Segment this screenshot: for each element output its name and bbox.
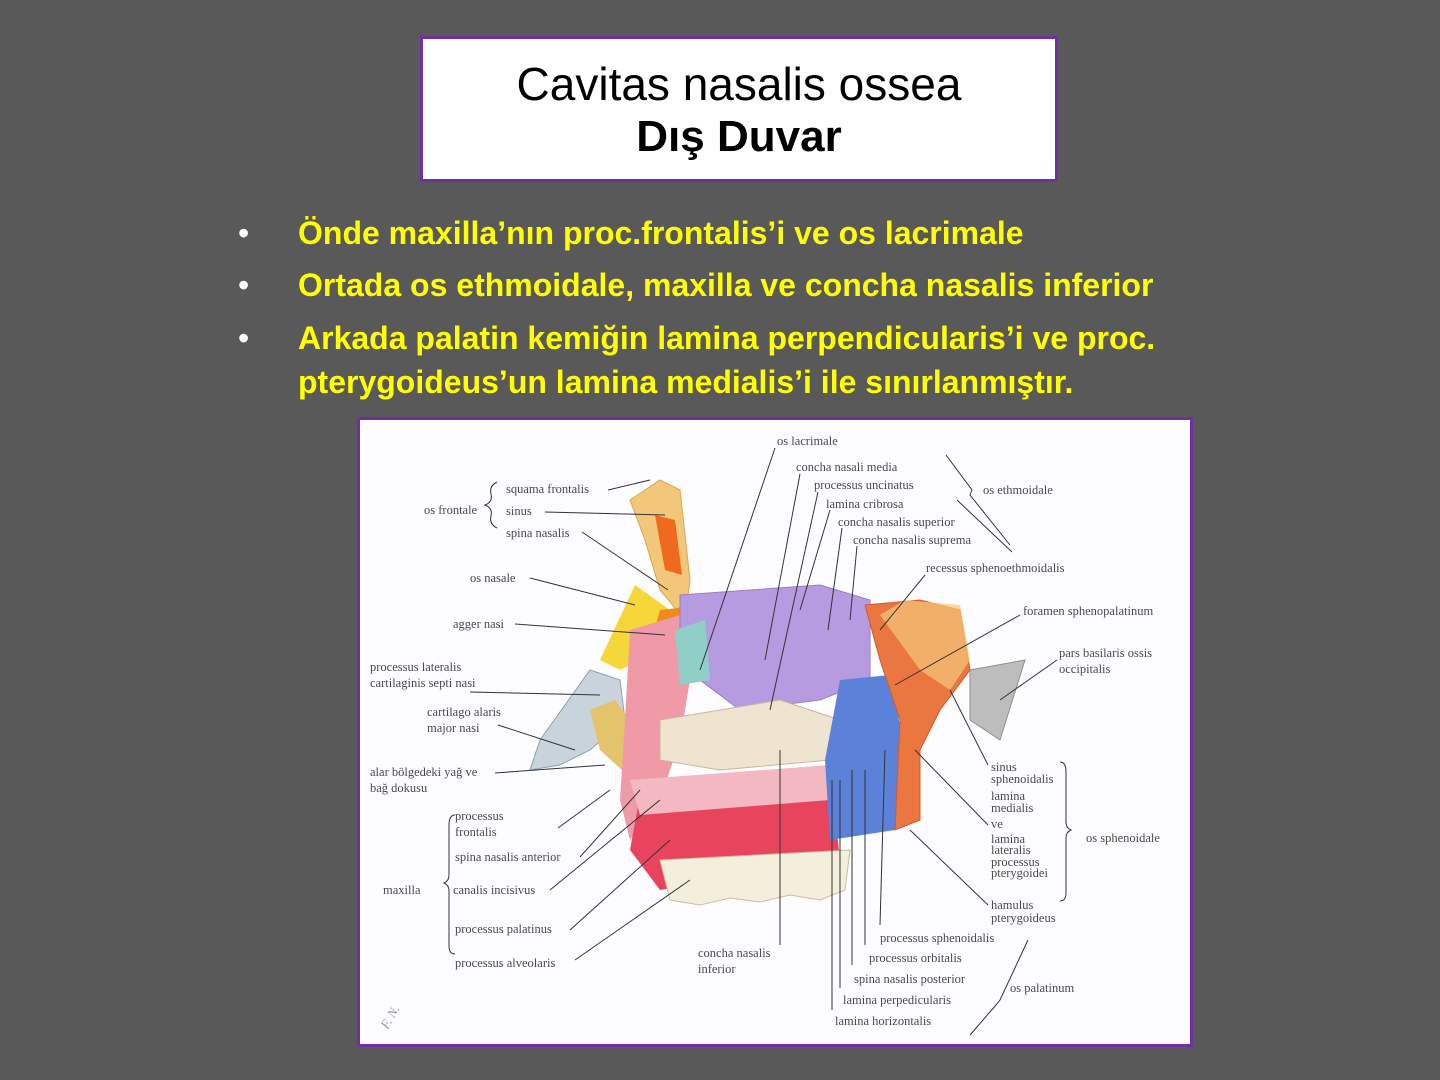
label-foramen: foramen sphenopalatinum: [1023, 604, 1154, 618]
label-sinus-sphenoidalis-2: sphenoidalis: [991, 772, 1054, 786]
label-pars-basilaris-2: occipitalis: [1059, 662, 1111, 676]
label-lamina-cribrosa: lamina cribrosa: [826, 497, 904, 511]
label-lamina-lateralis-2: lateralis: [991, 843, 1031, 857]
label-spina-anterior: spina nasalis anterior: [455, 850, 561, 864]
label-processus-lateralis-2: cartilaginis septi nasi: [370, 676, 476, 690]
label-concha-inferior: concha nasalis: [698, 946, 771, 960]
label-concha-inferior-2: inferior: [698, 962, 736, 976]
label-lamina-horizontalis: lamina horizontalis: [835, 1014, 932, 1028]
label-maxilla: maxilla: [383, 883, 421, 897]
label-os-lacrimale: os lacrimale: [777, 434, 838, 448]
label-lamina-lateralis-3: processus: [991, 855, 1040, 869]
slide-title-box: [420, 36, 1058, 182]
bullet-item: [238, 264, 1358, 307]
label-canalis-incisivus: canalis incisivus: [453, 883, 536, 897]
label-pars-basilaris: pars basilaris ossis: [1059, 646, 1153, 660]
label-processus-uncinatus: processus uncinatus: [814, 478, 914, 492]
bullet-marker: •: [238, 267, 250, 303]
label-alar-doku-2: bağ dokusu: [370, 781, 428, 795]
label-hamulus-2: pterygoideus: [991, 911, 1056, 925]
label-hamulus: hamulus: [991, 898, 1034, 912]
label-recessus: recessus sphenoethmoidalis: [926, 561, 1065, 575]
bullet-text: Önde maxilla’nın proc.frontalis’i ve os lacrimale: [298, 215, 1024, 251]
label-os-palatinum: os palatinum: [1010, 981, 1075, 995]
label-cartilago-alaris: cartilago alaris: [427, 705, 501, 719]
label-spina-nasalis: spina nasalis: [506, 526, 570, 540]
label-ve: ve: [991, 817, 1003, 831]
label-cartilago-alaris-2: major nasi: [427, 721, 480, 735]
label-processus-sphenoidalis: processus sphenoidalis: [880, 931, 995, 945]
label-lamina-lateralis: lamina: [991, 832, 1026, 846]
label-lamina-medialis-2: medialis: [991, 801, 1034, 815]
nasal-cavity-illustration: [360, 420, 1190, 1044]
label-squama-frontalis: squama frontalis: [506, 482, 589, 496]
netter-signature: F. N.: [377, 1002, 403, 1032]
label-os-ethmoidale: os ethmoidale: [983, 483, 1053, 497]
label-processus-alveolaris: processus alveolaris: [455, 956, 556, 970]
label-os-frontale: os frontale: [424, 503, 478, 517]
label-alar-doku: alar bölgedeki yağ ve: [370, 765, 478, 779]
label-concha-media: concha nasali media: [796, 460, 898, 474]
label-processus-frontalis: processus: [455, 809, 504, 823]
label-lamina-medialis: lamina: [991, 789, 1026, 803]
label-spina-posterior: spina nasalis posterior: [854, 972, 966, 986]
label-concha-superior: concha nasalis superior: [838, 515, 955, 529]
bullet-marker: •: [238, 320, 250, 356]
label-processus-lateralis: processus lateralis: [370, 660, 462, 674]
label-os-sphenoidale: os sphenoidale: [1086, 831, 1160, 845]
label-sinus-sphenoidalis: sinus: [991, 760, 1017, 774]
bullet-text: Arkada palatin kemiğin lamina perpendicularis’i ve proc. pterygoideus’un lamina medialis’i ile sınırlanmıştır.: [298, 320, 1156, 400]
slide-subtitle: Dış Duvar: [636, 112, 842, 161]
bullet-item: [238, 212, 1358, 255]
label-sinus: sinus: [506, 504, 532, 518]
bullet-list: [238, 212, 1358, 413]
label-concha-suprema: concha nasalis suprema: [853, 533, 972, 547]
label-processus-orbitalis: processus orbitalis: [869, 951, 962, 965]
bullet-text: Ortada os ethmoidale, maxilla ve concha nasalis inferior: [298, 267, 1154, 303]
label-os-nasale: os nasale: [470, 571, 516, 585]
bullet-marker: •: [238, 215, 250, 251]
anatomy-figure: [357, 417, 1193, 1047]
label-lamina-lateralis-4: pterygoidei: [991, 866, 1048, 880]
label-processus-palatinus: processus palatinus: [455, 922, 552, 936]
bullet-item: [238, 316, 1358, 404]
slide-title: Cavitas nasalis ossea: [516, 58, 962, 110]
label-agger-nasi: agger nasi: [453, 617, 505, 631]
label-processus-frontalis-2: frontalis: [455, 825, 497, 839]
label-lamina-perpendicularis: lamina perpedicularis: [843, 993, 951, 1007]
